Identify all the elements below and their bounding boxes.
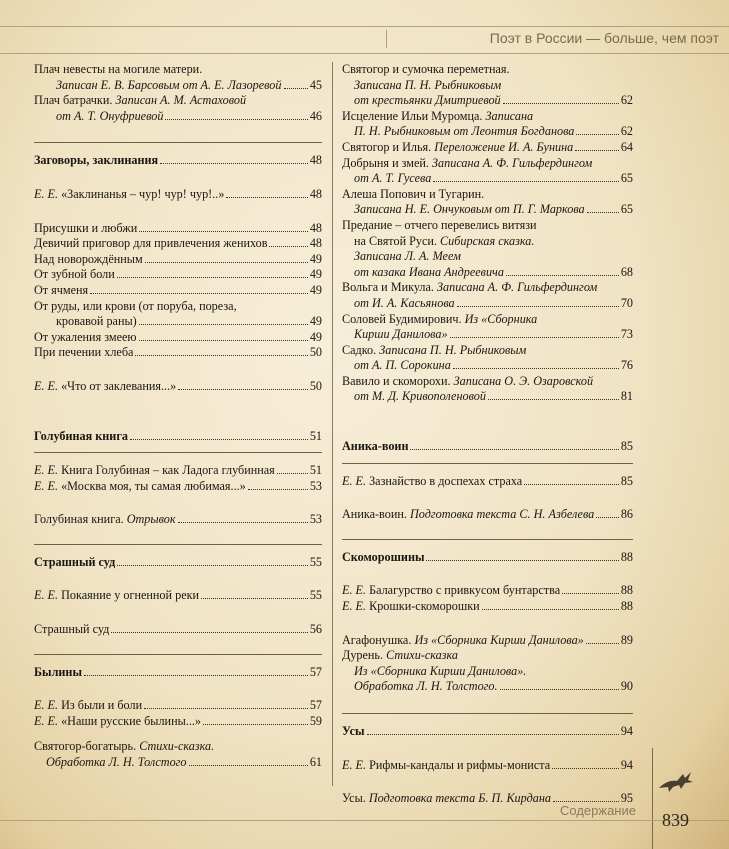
page-ref: 86 [620,507,633,522]
page-ref: 49 [309,251,322,266]
section-rule [34,142,322,143]
section-heading[interactable]: Усы 94 [342,724,633,738]
toc-entry[interactable]: Усы. Подготовка текста Б. П. Кирдана 95 [342,791,633,806]
toc-entry[interactable]: Святогор-богатырь. Стихи-сказка. [34,739,215,754]
toc-entry[interactable]: Голубиная книга. Отрывок 53 [34,512,322,527]
toc-entry[interactable]: от А. Т. Онуфриевой 46 [56,108,322,123]
toc-entry[interactable]: Записана Н. Е. Ончуковым от П. Г. Маркова 65 [354,202,633,217]
page-ref: 88 [620,599,633,614]
page-ref: 48 [309,153,322,168]
footer-section-label: Содержание [560,803,636,818]
toc-entry[interactable]: Е. Е. «Наши русские былины...» 59 [34,713,322,728]
toc-entry[interactable]: Обработка Л. Н. Толстого 61 [46,755,322,770]
page-ref: 49 [309,329,322,344]
pegasus-emblem-icon [655,768,695,794]
running-header-title: Поэт в России — больше, чем поэт [489,30,719,46]
toc-entry[interactable]: Девичий приговор для привлечения женихов 48 [34,236,322,251]
toc-entry[interactable]: Из «Сборника Кирши Данилова». [354,663,527,678]
toc-entry[interactable]: от А. П. Сорокина 76 [354,358,633,373]
toc-entry[interactable]: Алеша Попович и Тугарин. [342,186,485,201]
toc-entry[interactable]: Вольга и Микула. Записана А. Ф. Гильфердингом [342,280,598,295]
section-heading[interactable]: Аника-воин 85 [342,439,633,454]
page-ref: 59 [309,713,322,728]
toc-entry[interactable]: от И. А. Касьянова 70 [354,295,633,310]
toc-entry[interactable]: Добрыня и змей. Записана А. Ф. Гильфердингом [342,155,593,170]
toc-entry[interactable]: Кирши Данилова» 73 [354,327,633,342]
page-ref: 64 [620,139,633,154]
toc-entry[interactable]: Е. Е. Из были и боли 57 [34,698,322,713]
toc-entry[interactable]: При печении хлеба 50 [34,345,322,360]
section-heading[interactable]: Былины 57 [34,664,322,679]
toc-entry[interactable]: От ужаления змеею 49 [34,329,322,344]
page-ref: 88 [620,583,633,598]
toc-entry[interactable]: Записана Л. А. Меем [354,249,461,264]
toc-entry[interactable]: Плач невесты на могиле матери. [34,62,203,76]
page-ref: 50 [309,378,322,393]
page-ref: 94 [620,757,633,772]
toc-entry[interactable]: от А. Т. Гусева 65 [354,171,633,186]
page-ref: 62 [620,124,633,139]
page-ref: 49 [309,282,322,297]
section-heading[interactable]: Страшный суд 55 [34,554,322,569]
page-ref: 76 [620,358,633,373]
page-ref: 62 [620,93,633,108]
section-heading[interactable]: Голубиная книга 51 [34,428,322,443]
toc-right-column [342,62,633,807]
page-ref: 95 [620,791,633,806]
section-rule [342,539,633,540]
page-ref: 65 [620,171,633,186]
toc-entry[interactable]: Предание – отчего перевелись витязи [342,217,537,232]
page-ref: 48 [309,220,322,235]
page-ref: 61 [309,755,322,770]
section-heading[interactable]: Скоморошины 88 [342,549,633,564]
toc-entry[interactable]: Страшный суд 56 [34,622,322,637]
toc-entry[interactable]: Е. Е. Крошки-скоморошки 88 [342,599,633,614]
toc-entry[interactable]: на Святой Руси. Сибирская сказка. [354,233,535,248]
page-ref: 88 [620,549,633,564]
toc-entry[interactable]: Обработка Л. Н. Толстого. 90 [354,679,633,694]
toc-entry[interactable]: Е. Е. «Москва моя, ты самая любимая...» 53 [34,478,322,493]
page-ref: 85 [620,439,633,454]
section-rule [342,463,633,464]
toc-entry[interactable]: Аника-воин. Подготовка текста С. Н. Азбелева 86 [342,507,633,522]
footer-divider [652,748,653,849]
section-rule [342,713,633,714]
page-ref: 49 [309,314,322,329]
toc-entry[interactable]: Е. Е. Зазнайство в доспехах страха 85 [342,473,633,488]
toc-entry[interactable]: От ячменя 49 [34,282,322,297]
section-rule [34,544,322,545]
toc-entry[interactable]: Е. Е. «Заклинанья – чур! чур! чур!..» 48 [34,186,322,201]
toc-entry[interactable]: Святогор и Илья. Переложение И. А. Бунина 64 [342,139,633,154]
column-divider [332,62,333,786]
toc-entry[interactable]: от казака Ивана Андреевича 68 [354,264,633,279]
page-ref: 53 [309,512,322,527]
page-ref: 56 [309,622,322,637]
toc-entry[interactable]: Е. Е. Рифмы-кандалы и рифмы-мониста 94 [342,757,633,772]
page-ref: 94 [620,724,633,738]
page-ref: 85 [620,473,633,488]
toc-entry[interactable]: П. Н. Рыбниковым от Леонтия Богданова 62 [354,124,633,139]
toc-entry[interactable]: Садко. Записана П. Н. Рыбниковым [342,342,527,357]
toc-entry[interactable]: Е. Е. Покаяние у огненной реки 55 [34,588,322,603]
page-ref: 50 [309,345,322,360]
page-ref: 51 [309,463,322,478]
page-ref: 89 [620,632,633,647]
page-ref: 55 [309,588,322,603]
toc-entry[interactable]: Е. Е. Книга Голубиная – как Ладога глубинная 51 [34,463,322,478]
page-ref: 90 [620,679,633,694]
toc-entry[interactable]: Исцеление Ильи Муромца. Записана [342,108,534,123]
page-ref: 45 [309,77,322,92]
toc-entry[interactable]: Е. Е. «Что от заклевания...» 50 [34,378,322,393]
page-ref: 53 [309,478,322,493]
page-ref: 65 [620,202,633,217]
toc-entry[interactable]: Плач батрачки. Записан А. М. Астаховой [34,93,247,108]
page-ref: 81 [620,389,633,404]
page-ref: 51 [309,428,322,443]
page-ref: 55 [309,554,322,569]
toc-entry[interactable]: Соловей Будимирович. Из «Сборника [342,311,538,326]
toc-entry[interactable]: Записана П. Н. Рыбниковым [354,77,502,92]
page-number: 839 [662,810,689,830]
toc-entry[interactable]: кровавой раны) 49 [56,314,322,329]
toc-entry[interactable]: От зубной боли 49 [34,267,322,282]
toc-entry[interactable]: Вавило и скоморохи. Записана О. Э. Озаровской [342,373,594,388]
page-ref: 48 [309,186,322,201]
toc-entry[interactable]: Е. Е. Балагурство с привкусом бунтарства 88 [342,583,633,598]
toc-entry[interactable]: от крестьянки Дмитриевой 62 [354,93,633,108]
toc-left-column [34,62,322,771]
page-ref: 46 [309,108,322,123]
toc-entry[interactable]: Дурень. Стихи-сказка [342,648,458,663]
section-rule [34,452,322,453]
toc-entry[interactable]: Агафонушка. Из «Сборника Кирши Данилова» 89 [342,632,633,647]
section-heading[interactable]: Заговоры, заклинания 48 [34,153,322,168]
section-rule [34,654,322,655]
page-ref: 70 [620,295,633,310]
toc-entry[interactable]: Над новорождённым 49 [34,251,322,266]
toc-entry[interactable]: Святогор и сумочка переметная. [342,62,510,76]
toc-entry[interactable]: от М. Д. Кривополеновой 81 [354,389,633,404]
page-ref: 68 [620,264,633,279]
page-ref: 48 [309,236,322,251]
page-ref: 57 [309,664,322,679]
page-ref: 49 [309,267,322,282]
toc-entry[interactable]: Записан Е. В. Барсовым от А. Е. Лазоревой 45 [56,77,322,92]
footer-rule [0,820,729,821]
toc-entry[interactable]: Присушки и любжи 48 [34,220,322,235]
page-ref: 57 [309,698,322,713]
header-divider [386,30,387,48]
page-ref: 73 [620,327,633,342]
toc-entry[interactable]: От руды, или крови (от поруба, пореза, [34,298,237,313]
